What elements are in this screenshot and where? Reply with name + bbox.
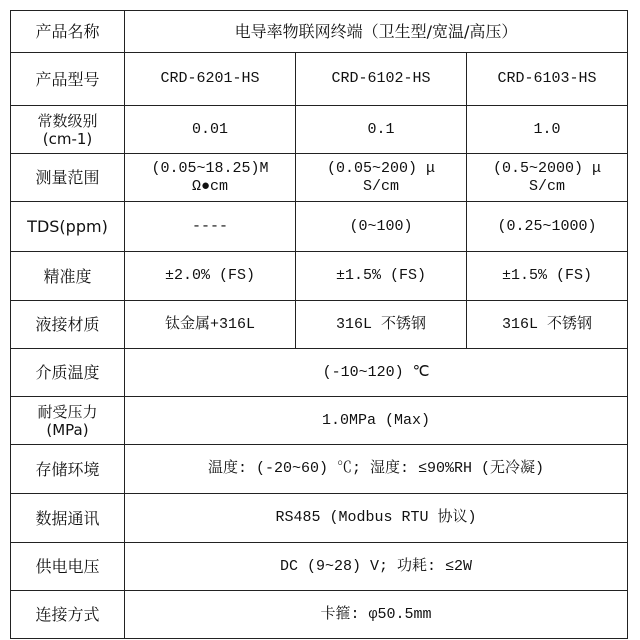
- row-medium-temperature: [11, 349, 628, 397]
- row-cell-constant: [11, 106, 628, 154]
- measuring-range-value: [125, 154, 296, 202]
- wetted-material-value: 钛金属+316L: [125, 301, 296, 349]
- wetted-material-value: 316L 不锈钢: [296, 301, 467, 349]
- range-line2: Ω●cm: [191, 177, 228, 195]
- row-pressure: [11, 397, 628, 445]
- medium-temperature-label: 介质温度: [11, 349, 125, 397]
- tds-value: ----: [125, 202, 296, 252]
- pressure-label: [11, 397, 125, 445]
- storage-value: 温度: (-20~60) ℃; 湿度: ≤90%RH (无冷凝): [125, 445, 628, 494]
- connection-label: 连接方式: [11, 591, 125, 639]
- model-label: 产品型号: [11, 53, 125, 106]
- power-value: DC (9~28) V; 功耗: ≤2W: [125, 543, 628, 591]
- row-wetted-material: [11, 301, 628, 349]
- range-line2: S/cm: [528, 177, 565, 195]
- row-product-name: [11, 11, 628, 53]
- row-power: [11, 543, 628, 591]
- medium-temperature-value: (-10~120) ℃: [125, 349, 628, 397]
- row-measuring-range: [11, 154, 628, 202]
- cell-constant-value: 0.01: [125, 106, 296, 154]
- wetted-material-value: 316L 不锈钢: [467, 301, 628, 349]
- measuring-range-value: [296, 154, 467, 202]
- measuring-range-value: [467, 154, 628, 202]
- spec-table: [10, 10, 628, 639]
- accuracy-value: ±2.0% (FS): [125, 252, 296, 301]
- row-communication: [11, 494, 628, 543]
- tds-label: TDS(ppm): [11, 202, 125, 252]
- row-connection: [11, 591, 628, 639]
- product-name-value: 电导率物联网终端（卫生型/宽温/高压）: [125, 11, 628, 53]
- accuracy-label: 精准度: [11, 252, 125, 301]
- cell-constant-label-line2: (cm-1): [42, 129, 93, 148]
- cell-constant-value: 1.0: [467, 106, 628, 154]
- power-label: 供电电压: [11, 543, 125, 591]
- row-storage: [11, 445, 628, 494]
- row-tds: [11, 202, 628, 252]
- row-model: [11, 53, 628, 106]
- cell-constant-value: 0.1: [296, 106, 467, 154]
- connection-value: 卡箍: φ50.5mm: [125, 591, 628, 639]
- range-line1: (0.05~200) μ: [326, 159, 436, 177]
- pressure-value: 1.0MPa (Max): [125, 397, 628, 445]
- accuracy-value: ±1.5% (FS): [296, 252, 467, 301]
- communication-label: 数据通讯: [11, 494, 125, 543]
- storage-label: 存储环境: [11, 445, 125, 494]
- cell-constant-label-line1: 常数级别: [37, 111, 98, 130]
- tds-value: (0~100): [296, 202, 467, 252]
- range-line1: (0.5~2000) μ: [492, 159, 602, 177]
- accuracy-value: ±1.5% (FS): [467, 252, 628, 301]
- range-line2: S/cm: [362, 177, 399, 195]
- product-name-label: 产品名称: [11, 11, 125, 53]
- communication-value: RS485 (Modbus RTU 协议): [125, 494, 628, 543]
- model-value: CRD-6201-HS: [125, 53, 296, 106]
- cell-constant-label: [11, 106, 125, 154]
- measuring-range-label: 测量范围: [11, 154, 125, 202]
- tds-value: (0.25~1000): [467, 202, 628, 252]
- row-accuracy: [11, 252, 628, 301]
- range-line1: (0.05~18.25)M: [151, 159, 269, 177]
- wetted-material-label: 液接材质: [11, 301, 125, 349]
- pressure-label-line2: (MPa): [46, 420, 89, 439]
- pressure-label-line1: 耐受压力: [37, 402, 98, 421]
- model-value: CRD-6102-HS: [296, 53, 467, 106]
- model-value: CRD-6103-HS: [467, 53, 628, 106]
